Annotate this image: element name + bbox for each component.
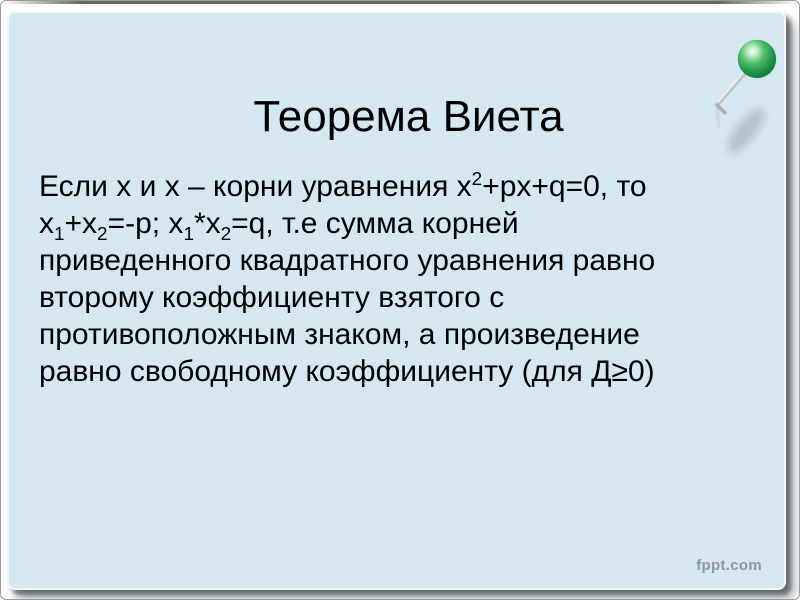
body-line-4 bbox=[39, 279, 770, 316]
body-line-2 bbox=[39, 205, 770, 245]
body-line-1 bbox=[39, 168, 770, 205]
text-segment-subscript: 2 bbox=[97, 224, 108, 245]
body-line-3 bbox=[39, 242, 770, 279]
text-segment: +x bbox=[64, 207, 98, 240]
text-segment: =-p; x bbox=[107, 207, 184, 240]
text-segment-subscript: 1 bbox=[183, 224, 194, 245]
text-segment-superscript: 2 bbox=[471, 169, 483, 190]
text-segment: приведенного квадратного уравнения равно bbox=[39, 244, 656, 277]
push-pin-icon bbox=[694, 28, 800, 168]
slide bbox=[7, 11, 786, 590]
text-segment: равно свободному коэффициенту (для Д≥0) bbox=[39, 355, 655, 388]
fppt-watermark: fppt.com bbox=[696, 557, 762, 574]
text-segment: +px+q=0, то bbox=[482, 170, 647, 203]
text-segment: противоположным знаком, а произведение bbox=[39, 318, 640, 351]
slide-title: Теорема Виета bbox=[253, 92, 564, 141]
body-line-6 bbox=[39, 353, 770, 390]
body-line-5 bbox=[39, 316, 770, 353]
text-segment: Если x и x – корни уравнения x bbox=[39, 170, 472, 203]
text-segment: x bbox=[39, 207, 54, 240]
text-segment-subscript: 1 bbox=[54, 224, 65, 245]
text-segment: *x bbox=[193, 207, 221, 240]
slide-body bbox=[39, 168, 770, 390]
text-segment: второму коэффициенту взятого с bbox=[39, 281, 505, 314]
text-segment-subscript: 2 bbox=[220, 224, 232, 245]
text-segment: =q, т.е сумма корней bbox=[231, 207, 519, 240]
